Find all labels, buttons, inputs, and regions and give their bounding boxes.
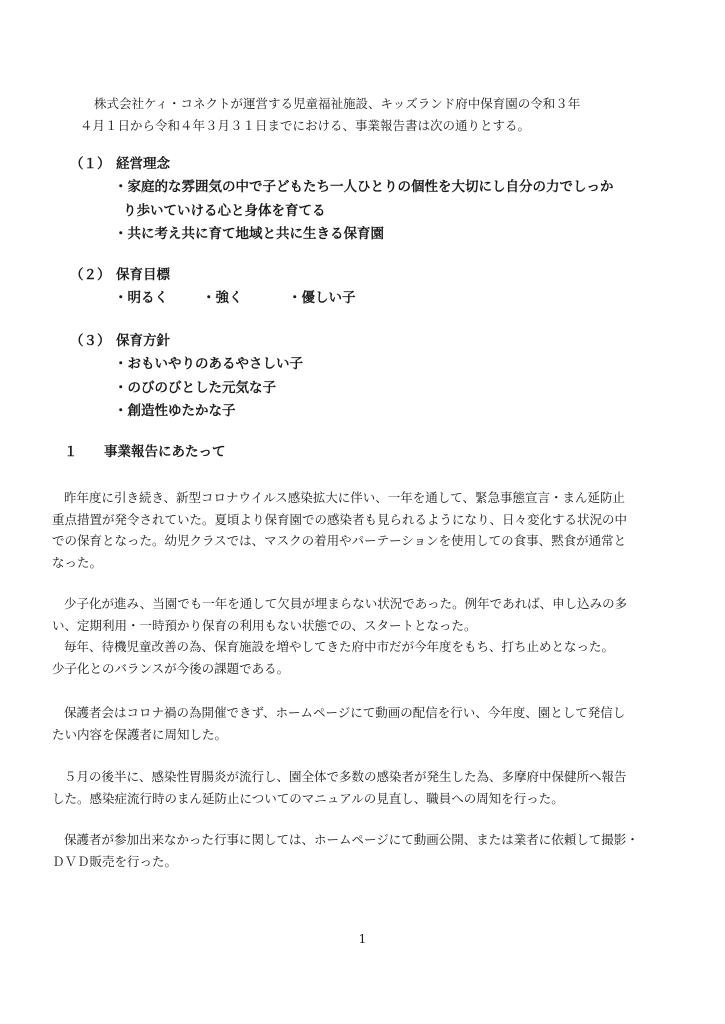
paragraph-line: 昨年度に引き続き、新型コロナウイルス感染拡大に伴い、一年を通して、緊急事態宣言・まん延防止 (64, 490, 626, 505)
body-paragraph (52, 593, 682, 636)
body-paragraph (52, 487, 682, 573)
bullet-item (114, 377, 690, 401)
bullet-item: ・明るく (114, 290, 168, 306)
paragraph-line: ５月の後半に、感染性胃腸炎が流行し、園全体で多数の感染者が発生した為、多摩府中保健所へ報告 (64, 769, 627, 784)
section-title: 経営理念 (116, 156, 170, 172)
page-number: 1 (358, 932, 367, 946)
intro-line: 株式会社ケィ・コネクトが運営する児童福祉施設、キッズランド府中保育園の令和３年 (94, 96, 581, 111)
paragraph-line: 保護者会はコロナ禍の為開催できず、ホームページにて動画の配信を行い、今年度、園として発信し (64, 705, 626, 720)
bullet-line: ・おもいやりのあるやさしい子 (114, 356, 303, 372)
bullet-line: ・家庭的な雰囲気の中で子どもたち一人ひとりの個性を大切にし自分の力でしっか (114, 179, 614, 195)
bullet-item (114, 353, 690, 377)
bullet-line: ・のびのびとした元気な子 (114, 379, 276, 396)
section-number: （３） (70, 333, 111, 349)
section-number: （２） (70, 267, 111, 283)
body-paragraph (52, 829, 682, 872)
paragraph-line: 重点措置が発令されていた。夏頃より保育園での感染者も見られるようになり、日々変化する状況の中 (52, 511, 628, 527)
paragraph-line: した。感染症流行時のまん延防止についてのマニュアルの見直し、職員への周知を行った。 (52, 790, 564, 806)
paragraph-line: での保育となった。幼児クラスでは、マスクの着用やパーテーションを使用しての食事、黙食が通常と (52, 533, 627, 548)
section-title: 保育目標 (116, 267, 170, 283)
chapter-heading (64, 440, 226, 460)
body-paragraph (52, 766, 682, 809)
section-heading (70, 263, 690, 287)
section-number: （１） (70, 156, 111, 172)
paragraph-line: 毎年、待機児童改善の為、保育施設を増やしてきた府中市だが今年度をもち、打ち止めとなった。 (64, 639, 615, 654)
body-paragraph (52, 636, 682, 679)
section-title: 保育方針 (116, 333, 170, 349)
bullet-item (114, 176, 690, 223)
bullet-line: ・共に考え共に育て地域と共に生きる保育園 (114, 226, 384, 242)
section-management-philosophy (70, 152, 690, 247)
section-childcare-goals (70, 263, 690, 311)
intro-line: ４月１日から令和４年３月３１日までにおける、事業報告書は次の通りとする。 (80, 118, 531, 133)
bullet-line: ・創造性ゆたかな子 (114, 403, 236, 419)
bullet-item (114, 223, 690, 247)
chapter-title: 事業報告にあたって (104, 444, 226, 460)
paragraph-line: 少子化が進み、当園でも一年を通して欠員が埋まらない状況であった。例年であれば、申し込みの多 (64, 596, 628, 611)
paragraph-line: たい内容を保護者に周知した。 (52, 726, 228, 742)
bullet-item: ・強く (202, 290, 243, 306)
paragraph-line: ＤＶＤ販売を行った。 (52, 853, 178, 869)
inline-bullet-row (114, 287, 690, 311)
body-paragraph (52, 702, 682, 745)
paragraph-line: なった。 (52, 554, 103, 570)
paragraph-line: い、定期利用・一時預かり保育の利用もない状態での、スタートとなった。 (52, 617, 477, 633)
section-childcare-policy (70, 329, 690, 424)
bullet-line: り歩いていける心と身体を育てる (123, 202, 326, 219)
paragraph-line: 保護者が参加出来なかった行事に関しては、ホームページにて動画公開、または業者に依頼して撮影・ (64, 832, 639, 847)
chapter-number: １ (64, 444, 78, 460)
bullet-item: ・優しい子 (288, 290, 356, 306)
paragraph-line: 少子化とのバランスが今後の課題である。 (52, 660, 290, 676)
section-heading (70, 152, 690, 176)
bullet-item (114, 400, 690, 424)
section-heading (70, 329, 690, 353)
intro-paragraph (80, 93, 680, 137)
